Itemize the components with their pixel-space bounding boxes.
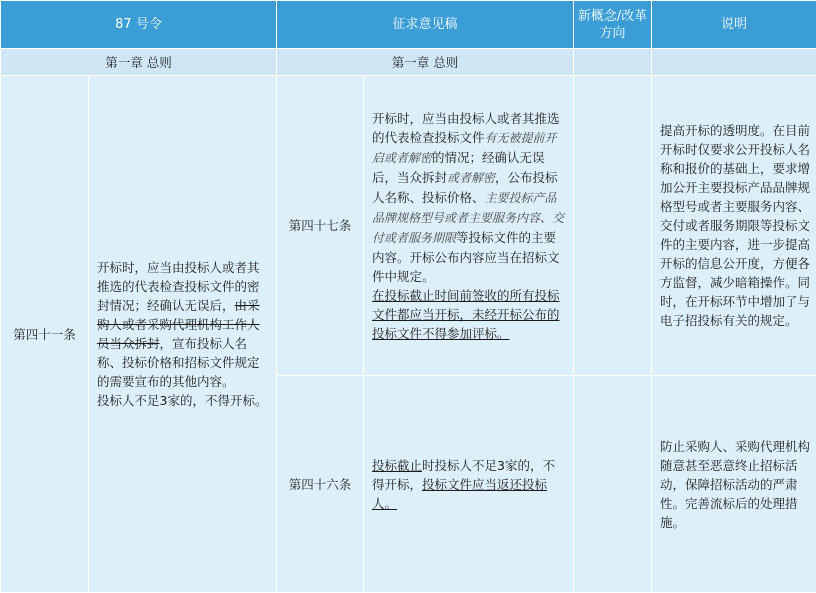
notes-art47-text: 提高开标的透明度。在目前开标时仅要求公开投标人名称和报价的基础上，要求增加公开主要投标产品品牌规格型号或者主要服务内容、交付或者服务期限等投标文件的主要内容，进一步提高开标的信息公开度，方便各方监督，减少暗箱操作。同时，在开标环节中增加了与电子招投标有关的规定。 [660,123,811,328]
header-notes: 说明 [652,1,816,49]
notes-art46-text: 防止采购人、采购代理机构随意甚至恶意终止招标活动，保障招标活动的严肃性。完善流标后的处理措施。 [660,438,811,530]
draft-art47-i3: 主要投标产品品牌规格型号或者主要服务内容、交付或者服务期限 [372,190,565,245]
notes-art46 [652,376,816,593]
draft-art46-u1: 投标截止 [372,457,423,473]
concept-art47 [574,76,652,376]
draft-art46-u2: 投标文件应当返还投标人。 [372,476,548,511]
draft-art47-text [364,76,574,376]
header-draft: 征求意见稿 [277,1,574,49]
draft-art47-article: 第四十七条 [277,76,364,376]
draft-art47-i2: 或者解密 [447,170,496,185]
chapter-row [1,49,816,76]
order87-para1-strike: 由采购人或者采购代理机构工作人员当众拆封 [97,298,260,351]
draft-art47-t3: ，公布投标人名称、投标价格、 [372,169,558,205]
row-article-47 [1,76,816,376]
draft-art46-article: 第四十六条 [277,376,364,593]
chapter-empty-notes [652,49,816,76]
draft-art47-u1: 在投标截止时间前签收的所有投标文件都应当开标，未经开标公布的投标文件不得参加评标。 [372,287,560,341]
draft-art46-t1: 时投标人不足3家的，不得开标， [372,457,555,492]
header-order87: 87 号令 [1,1,277,49]
order87-article: 第四十一条 [1,76,89,593]
chapter-left: 第一章 总则 [1,49,277,76]
order87-para1-a: 开标时，应当由投标人或者其推选的代表检查投标文件的密封情况；经确认无误后， [97,260,260,313]
draft-art47-t2: 的情况；经确认无误后，当众拆封 [372,149,545,185]
order87-para2: 投标人不足3家的，不得开标。 [97,393,268,408]
header-new-concept: 新概念/改革方向 [574,1,652,49]
draft-art46-text [364,376,574,593]
draft-art47-i1: 有无被提前开启或者解密 [372,130,557,165]
draft-art47-t1: 开标时，应当由投标人或者其推选的代表检查投标文件 [372,110,560,145]
order87-para1-b: ，宣布投标人名称、投标价格和招标文件规定的需要宣布的其他内容。 [97,336,260,389]
chapter-empty-concept [574,49,652,76]
chapter-right: 第一章 总则 [277,49,574,76]
draft-art47-t4: 等投标文件的主要内容。开标公布内容应当在招标文件中规定。 [372,229,560,284]
header-row [1,1,816,49]
notes-art47 [652,76,816,376]
order87-text [89,76,277,593]
concept-art46 [574,376,652,593]
